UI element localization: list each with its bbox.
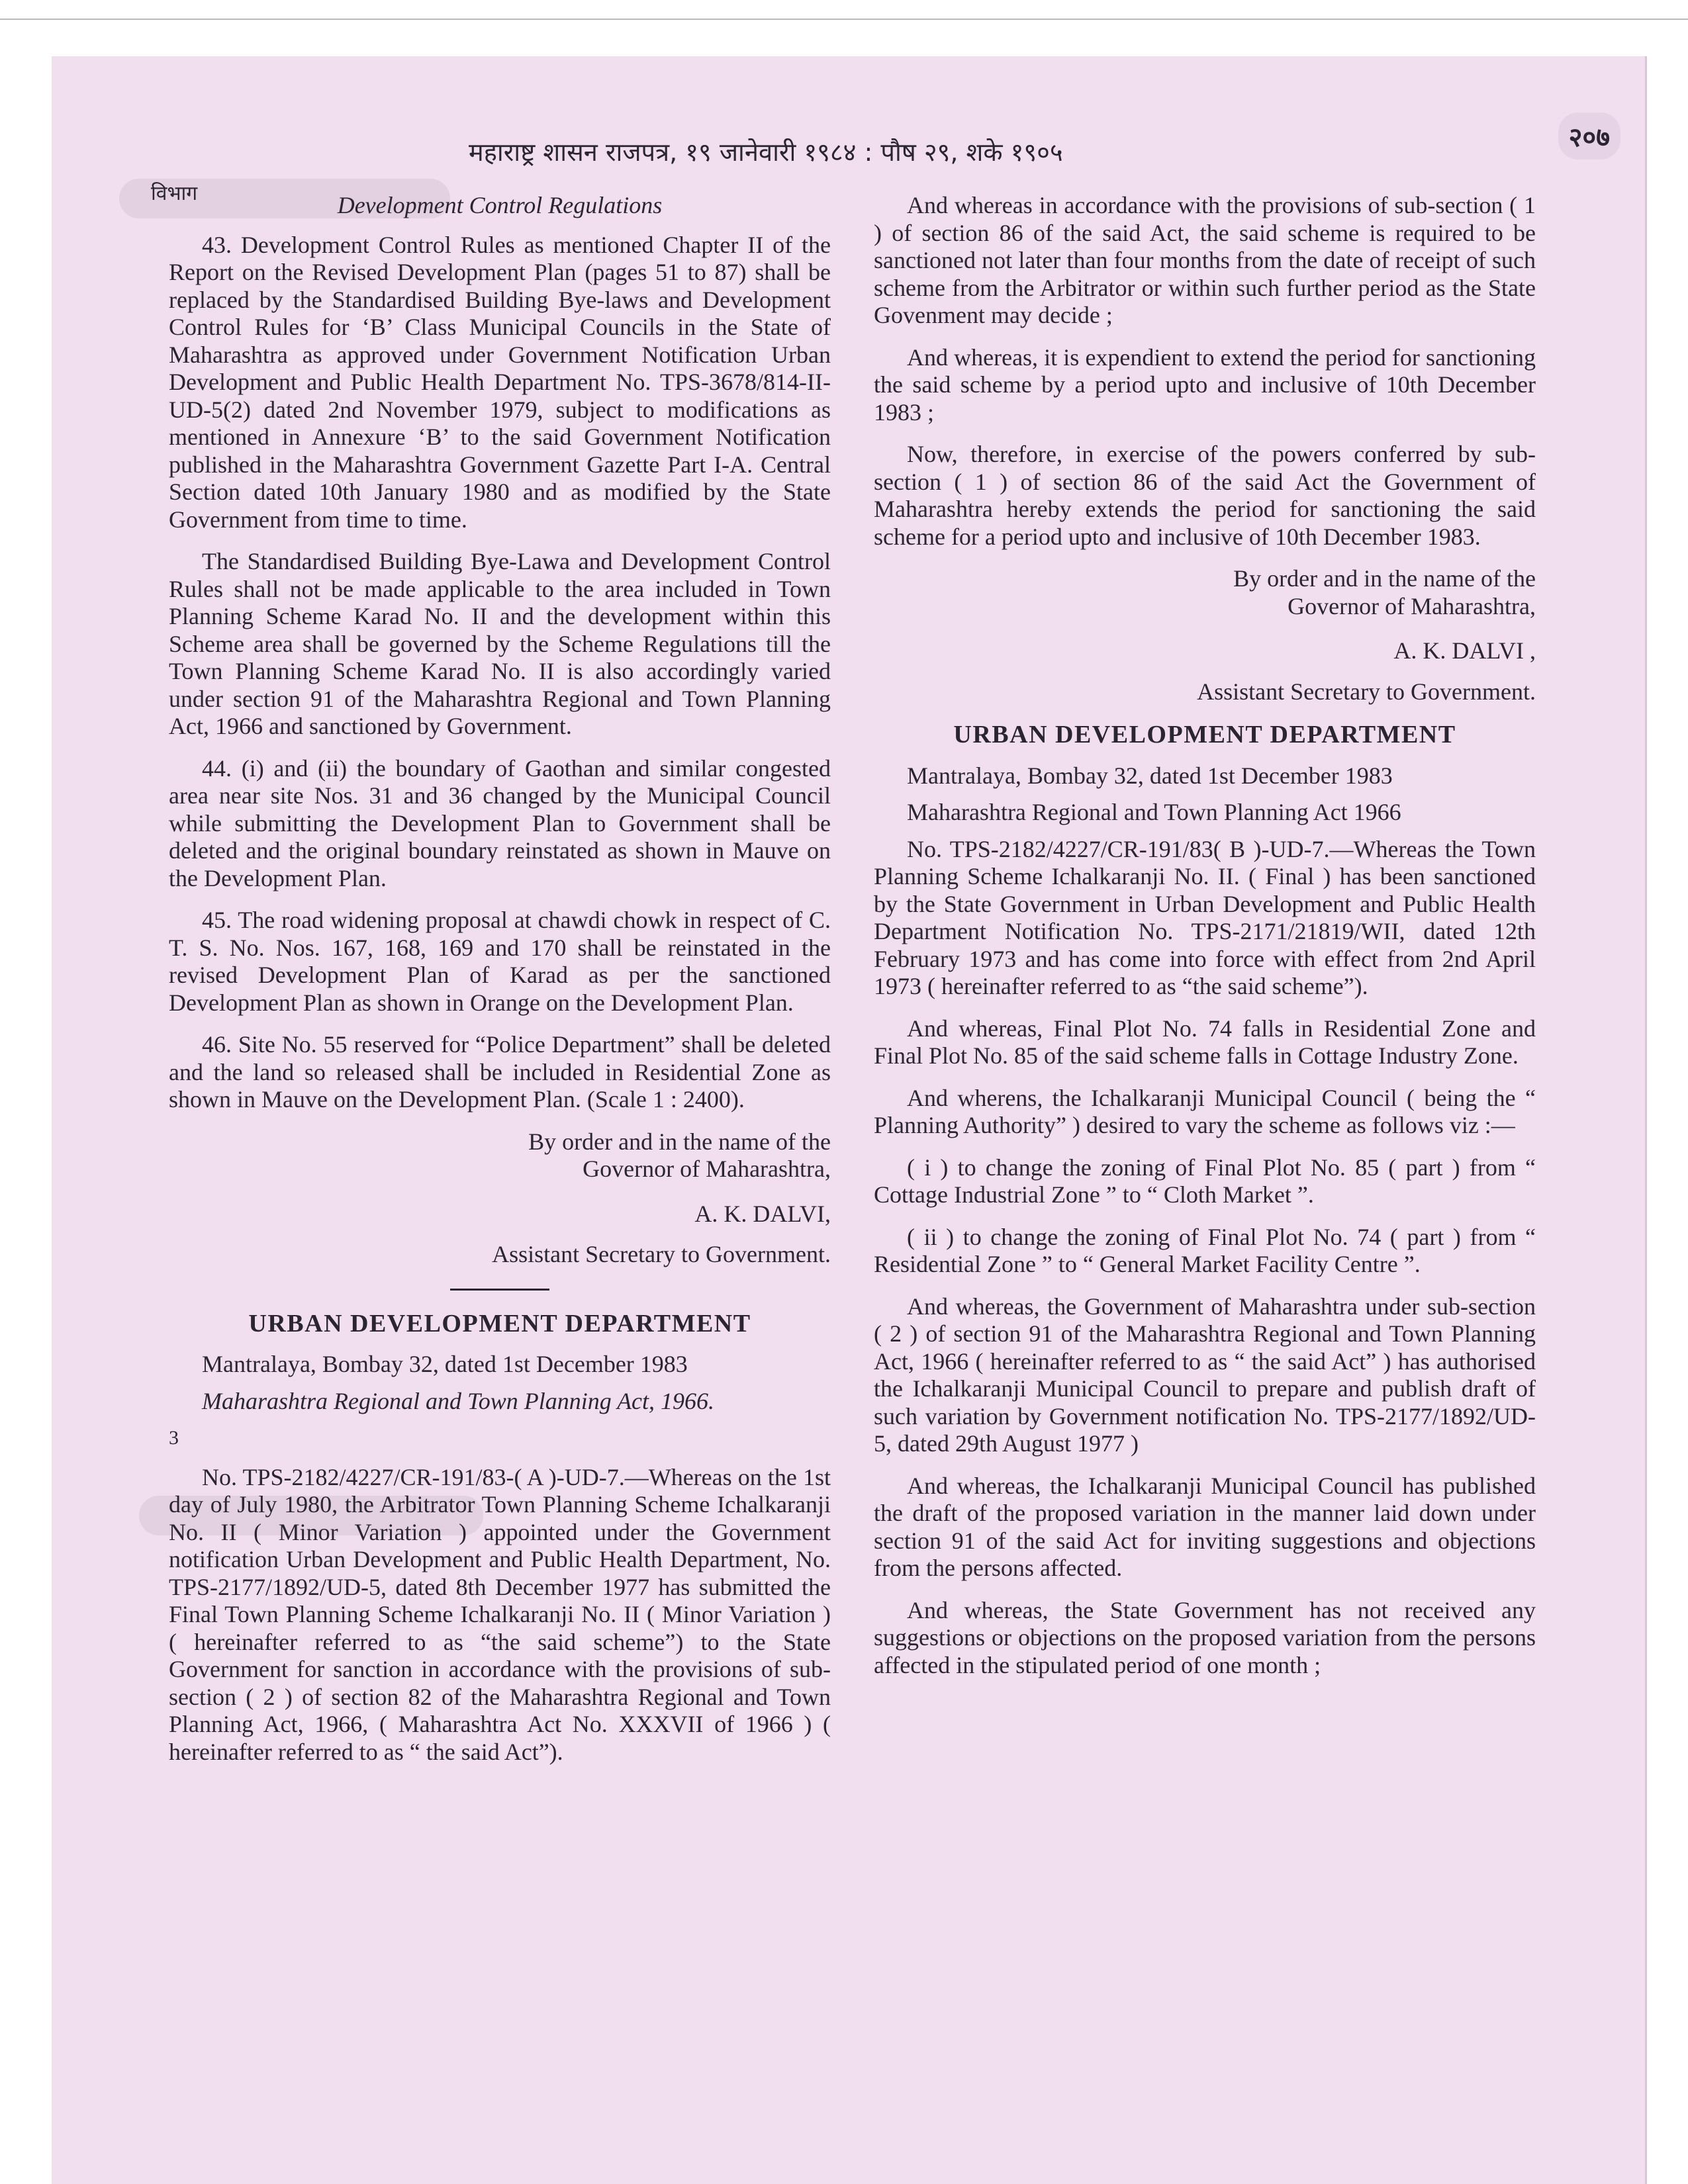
signatory-title: Assistant Secretary to Government. — [492, 1241, 831, 1267]
signature-order: By order and in the name of the — [528, 1128, 831, 1155]
divider — [450, 1289, 549, 1291]
signature-governor: Governor of Maharashtra, — [1288, 592, 1536, 619]
signatory-title: Assistant Secretary to Government. — [1197, 678, 1536, 705]
paragraph-extend-period: And whereas, it is expendient to extend the period for sanctioning the said scheme by a period upto and inclusive of 10th December 1983 ; — [874, 343, 1536, 426]
paragraph-no-objections: And whereas, the State Government has not received any suggestions or objections on the proposed variation from the persons affected in the stipulated period of one month ; — [874, 1596, 1536, 1678]
paragraph-45: 45. The road widening proposal at chawdi chowk in respect of C. T. S. No. Nos. 167, 168, 169 and 170 shall be reinstated in the revised Development Plan of Karad as per the sanctioned Development Plan as shown in Orange on the Development Plan. — [169, 907, 831, 1016]
paragraph-variation-ii: ( ii ) to change the zoning of Final Plot No. 74 ( part ) from “ Residential Zone ” to “ General Market Facility Centre ”. — [874, 1223, 1536, 1277]
department-heading: URBAN DEVELOPMENT DEPARTMENT — [248, 1309, 751, 1338]
signatory-name: A. K. DALVI, — [694, 1200, 831, 1227]
paragraph-vary-scheme: And wherens, the Ichalkaranji Municipal Council ( being the “ Planning Authority” ) desired to vary the scheme as follows viz :— — [874, 1084, 1536, 1138]
paragraph-44: 44. (i) and (ii) the boundary of Gaothan and similar congested area near site Nos. 31 and 36 changed by the Municipal Council while submitting the Development Plan to Government shall be deleted and the original boundary reinstated as shown in Mauve on the Development Plan. — [169, 754, 831, 891]
act-title: Maharashtra Regional and Town Planning Act, 1966. — [202, 1387, 715, 1414]
paragraph-published-draft: And whereas, the Ichalkaranji Municipal Council has published the draft of the proposed variation in the manner laid down under section 91 of the said Act for inviting suggestions and objections from the persons affected. — [874, 1472, 1536, 1581]
paragraph-whereas-section-86: And whereas in accordance with the provisions of sub-section ( 1 ) of section 86 of the said Act, the said scheme is required to be sanctioned not later than four months from the date of receipt of such scheme from the Arbitrator or within such further period as the State Govenment may decide ; — [874, 192, 1536, 328]
act-title: Maharashtra Regional and Town Planning Act 1966 — [907, 799, 1401, 825]
paragraph-variation-i: ( i ) to change the zoning of Final Plot No. 85 ( part ) from “ Cottage Industrial Zone ” to “ Cloth Market ”. — [874, 1154, 1536, 1208]
page-number: २०७ — [1558, 113, 1620, 159]
paragraph-plot-zones: And whereas, Final Plot No. 74 falls in Residential Zone and Final Plot No. 85 of the said scheme falls in Cottage Industry Zone. — [874, 1015, 1536, 1069]
department-heading: URBAN DEVELOPMENT DEPARTMENT — [953, 721, 1456, 749]
signature-governor: Governor of Maharashtra, — [583, 1156, 831, 1182]
dateline: Mantralaya, Bombay 32, dated 1st December 1983 — [202, 1351, 688, 1377]
paragraph-46: 46. Site No. 55 reserved for “Police Department” shall be deleted and the land so released shall be included in Residential Zone as shown in Mauve on the Development Plan. (Scale 1 : 2400). — [169, 1031, 831, 1113]
notification-paragraph: No. TPS-2182/4227/CR-191/83-( A )-UD-7.—Whereas on the 1st day of July 1980, the Arbitrator Town Planning Scheme Ichalkaranji No. II ( Minor Variation ) appointed under the Government notification Urban Development and Public Health Department, No. TPS-2177/1892/UD-5, dated 8th December 1977 has submitted the Final Town Planning Scheme Ichalkaranji No. II ( Minor Variation ) ( hereinafter referred to as “the said scheme”) to the State Government for sanction in accordance with the provisions of sub-section ( 2 ) of section 82 of the Maharashtra Regional and Town Planning Act, 1966, ( Maharashtra Act No. XXXVII of 1966 ) ( hereinafter referred to as “ the said Act”). — [169, 1463, 831, 1765]
paragraph-now-therefore: Now, therefore, in exercise of the powers conferred by sub-section ( 1 ) of section 86 of the said Act the Government of Maharashtra hereby extends the period for sanctioning the said scheme for a period upto and inclusive of 10th December 1983. — [874, 441, 1536, 550]
paragraph-authorised: And whereas, the Government of Maharashtra under sub-section ( 2 ) of section 91 of the Maharashtra Regional and Town Planning Act, 1966 ( hereinafter referred to as “ the said Act” ) has authorised the Ichalkaranji Municipal Council to prepare and publish draft of such variation by Government notification No. TPS-2177/1892/UD-5, dated 29th August 1977 ) — [874, 1293, 1536, 1457]
signature-order: By order and in the name of the — [1233, 565, 1536, 592]
margin-mark: 3 — [169, 1427, 179, 1449]
section-title: Development Control Regulations — [337, 192, 663, 218]
signatory-name: A. K. DALVI , — [1393, 637, 1536, 664]
right-column — [874, 192, 1536, 1694]
paragraph-standardised: The Standardised Building Bye-Lawa and Development Control Rules shall not be made applicable to the area included in Town Planning Scheme Karad No. II and the development within this Scheme area shall be governed by the Scheme Regulations till the Town Planning Scheme Karad No. II is also accordingly varied under section 91 of the Maharashtra Regional and Town Planning Act, 1966 and sanctioned by Government. — [169, 548, 831, 739]
department-label: विभाग — [151, 182, 198, 205]
scan-top-border — [0, 0, 1688, 20]
paragraph-43: 43. Development Control Rules as mentioned Chapter II of the Report on the Revised Development Plan (pages 51 to 87) shall be replaced by the Standardised Building Bye-laws and Development Control Rules for ‘B’ Class Municipal Councils in the State of Maharashtra as approved under Government Notification Urban Development and Public Health Department No. TPS-3678/814-II-UD-5(2) dated 2nd November 1979, subject to modifications as mentioned in Annexure ‘B’ to the said Government Notification published in the Maharashtra Government Gazette Part I-A. Central Section dated 10th January 1980 and as modified by the State Government from time to time. — [169, 231, 831, 533]
gazette-title: महाराष्ट्र शासन राजपत्र, १९ जानेवारी १९८४ : पौष २९, शके १९०५ — [469, 138, 1063, 167]
left-column — [169, 192, 831, 1780]
dateline: Mantralaya, Bombay 32, dated 1st December 1983 — [907, 762, 1393, 789]
notification-paragraph: No. TPS-2182/4227/CR-191/83( B )-UD-7.—Whereas the Town Planning Scheme Ichalkaranji No. II. ( Final ) has been sanctioned by the State Government in Urban Development and Public Health Department Notification No. TPS-2171/21819/WII, dated 12th February 1973 and has come into force with effect from 2nd April 1973 ( hereinafter referred to as “the said scheme”). — [874, 835, 1536, 999]
